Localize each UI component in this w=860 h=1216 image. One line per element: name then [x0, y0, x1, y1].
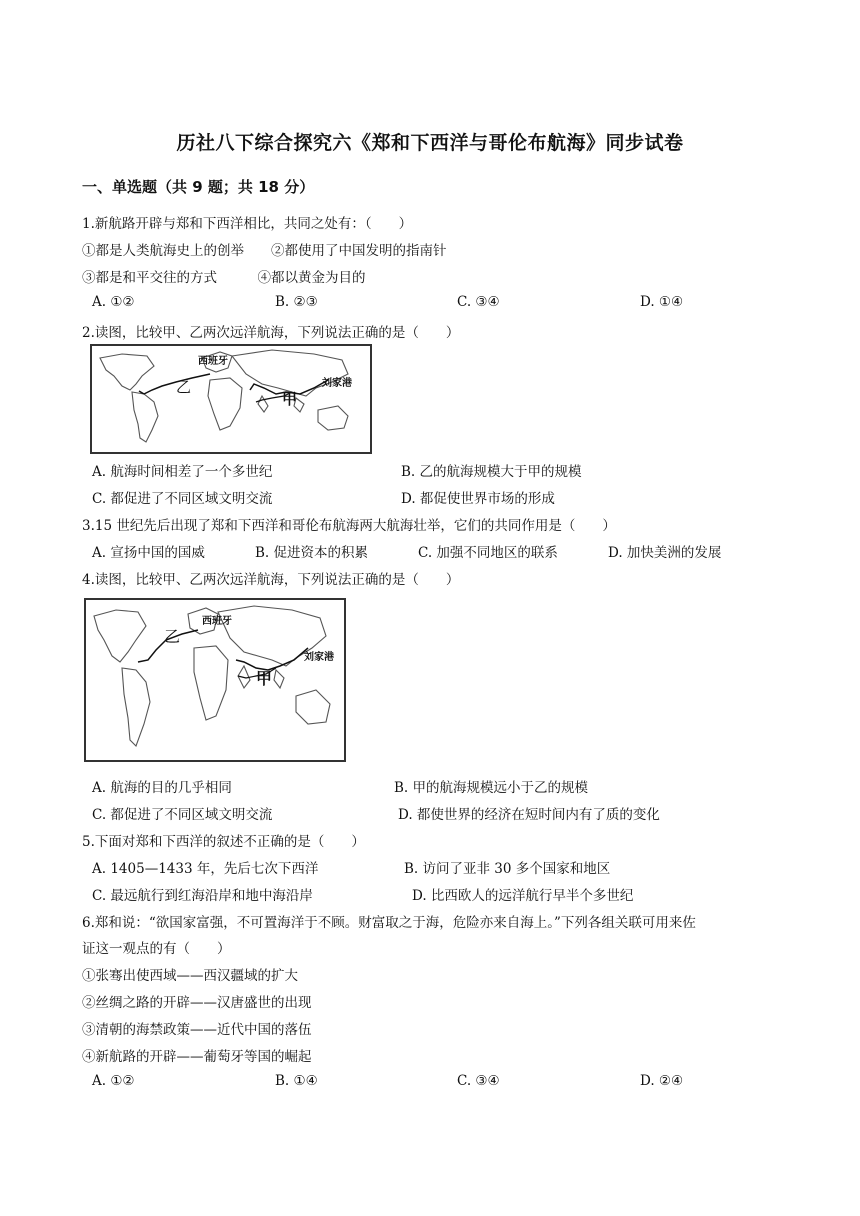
question-6-statement-2: ②丝绸之路的开辟——汉唐盛世的出现	[82, 995, 312, 1011]
map-2-label-spain: 西班牙	[198, 356, 228, 367]
question-6-statement-4: ④新航路的开辟——葡萄牙等国的崛起	[82, 1049, 312, 1065]
question-5-option-c[interactable]: C. 最远航行到红海沿岸和地中海沿岸	[92, 888, 313, 904]
map-4-label-liujiagang: 刘家港	[304, 652, 334, 663]
question-3-option-c[interactable]: C. 加强不同地区的联系	[418, 545, 558, 561]
section-heading: 一、单选题（共 9 题；共 18 分）	[82, 178, 315, 196]
map-2-label-jia: 甲	[282, 390, 298, 408]
question-4-world-map	[84, 598, 346, 762]
question-4-option-b[interactable]: B. 甲的航海规模远小于乙的规模	[394, 780, 589, 796]
map-4-label-yi: 乙	[164, 627, 181, 646]
map-4-label-jia: 甲	[256, 669, 273, 688]
question-4-option-c[interactable]: C. 都促进了不同区域文明交流	[92, 807, 273, 823]
question-1-option-d[interactable]: D. ①④	[640, 294, 684, 310]
question-5-option-d[interactable]: D. 比西欧人的远洋航行早半个多世纪	[412, 888, 634, 904]
page-title: 历社八下综合探究六《郑和下西洋与哥伦布航海》同步试卷	[176, 132, 684, 154]
question-4-option-a[interactable]: A. 航海的目的几乎相同	[92, 780, 232, 796]
question-4-option-d[interactable]: D. 都使世界的经济在短时间内有了质的变化	[398, 807, 660, 823]
question-6-stem-line-1: 6.郑和说：“欲国家富强，不可置海洋于不顾。财富取之于海，危险亦来自海上。”下列各组关联可用来佐	[82, 915, 696, 931]
question-6-option-a[interactable]: A. ①②	[92, 1073, 135, 1089]
question-3-option-a[interactable]: A. 宣扬中国的国威	[92, 545, 205, 561]
question-1-option-c[interactable]: C. ③④	[457, 294, 500, 310]
question-6-option-b[interactable]: B. ①④	[275, 1073, 318, 1089]
question-1-option-a[interactable]: A. ①②	[92, 294, 135, 310]
question-6-stem-line-2: 证这一观点的有（ ）	[82, 941, 231, 957]
question-3-option-b[interactable]: B. 促进资本的积累	[255, 545, 369, 561]
question-3-stem: 3.15 世纪先后出现了郑和下西洋和哥伦布航海两大航海壮举，它们的共同作用是（ ）	[82, 518, 616, 534]
question-6-option-c[interactable]: C. ③④	[457, 1073, 500, 1089]
map-4-label-spain: 西班牙	[202, 616, 232, 627]
question-1-option-b[interactable]: B. ②③	[275, 294, 318, 310]
question-1-statement-1: ①都是人类航海史上的创举 ②都使用了中国发明的指南针	[82, 243, 447, 259]
question-2-stem: 2.读图，比较甲、乙两次远洋航海，下列说法正确的是（ ）	[82, 325, 460, 341]
question-2-option-b[interactable]: B. 乙的航海规模大于甲的规模	[401, 464, 582, 480]
question-1-stem: 1.新航路开辟与郑和下西洋相比，共同之处有：（ ）	[82, 216, 413, 232]
question-2-option-c[interactable]: C. 都促进了不同区域文明交流	[92, 491, 273, 507]
question-5-option-b[interactable]: B. 访问了亚非 30 多个国家和地区	[404, 861, 611, 877]
question-6-statement-3: ③清朝的海禁政策——近代中国的落伍	[82, 1022, 312, 1038]
map-2-label-liujiagang: 刘家港	[322, 378, 352, 389]
question-4-stem: 4.读图，比较甲、乙两次远洋航海，下列说法正确的是（ ）	[82, 572, 460, 588]
question-1-statement-2: ③都是和平交往的方式 ④都以黄金为目的	[82, 270, 366, 286]
question-2-option-d[interactable]: D. 都促使世界市场的形成	[401, 491, 555, 507]
question-5-stem: 5.下面对郑和下西洋的叙述不正确的是（ ）	[82, 834, 365, 850]
question-6-option-d[interactable]: D. ②④	[640, 1073, 684, 1089]
question-2-world-map	[90, 344, 372, 454]
map-2-label-yi: 乙	[176, 378, 192, 396]
question-2-option-a[interactable]: A. 航海时间相差了一个多世纪	[92, 464, 273, 480]
question-5-option-a[interactable]: A. 1405—1433 年，先后七次下西洋	[92, 861, 319, 877]
question-3-option-d[interactable]: D. 加快美洲的发展	[608, 545, 722, 561]
question-6-statement-1: ①张骞出使西域——西汉疆域的扩大	[82, 968, 298, 984]
